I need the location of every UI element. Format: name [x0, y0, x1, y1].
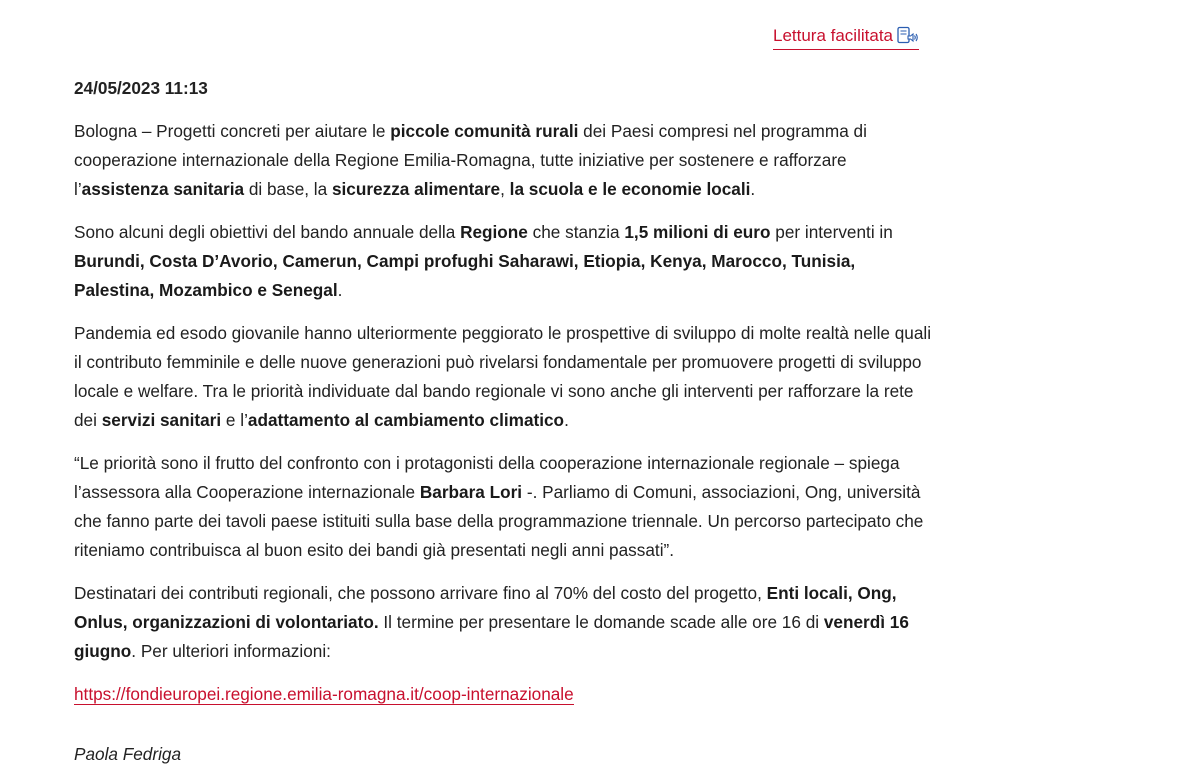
text: di base, la	[244, 179, 332, 199]
paragraph-objectives	[74, 218, 934, 305]
text: dei Paesi compresi nel programma di cooperazione internazionale della Regione Emilia-Romagna, tutte iniziative per sostenere e rafforzare l’	[74, 121, 867, 199]
text: per interventi in	[770, 222, 893, 242]
article-body	[74, 74, 934, 723]
bold-text: Regione	[460, 222, 528, 242]
text: . Per ulteriori informazioni:	[131, 641, 331, 661]
paragraph-recipients	[74, 579, 934, 666]
text: Destinatari dei contributi regionali, che possono arrivare fino al 70% del costo del progetto,	[74, 583, 767, 603]
easy-read-link[interactable]	[773, 24, 919, 50]
bold-text: Barbara Lori	[419, 482, 523, 502]
info-link[interactable]: https://fondieuropei.regione.emilia-romagna.it/coop-internazionale	[74, 684, 574, 704]
accessibility-audio-icon	[897, 26, 919, 46]
bold-text: Burundi, Costa D’Avorio, Camerun, Campi profughi Saharawi, Etiopia, Kenya, Marocco, Tunisia, Palestina, Mozambico e Senegal	[74, 251, 856, 300]
text: Il termine per presentare le domande scade alle ore 16 di	[378, 612, 824, 632]
bold-text: assistenza sanitaria	[81, 179, 245, 199]
paragraph-quote	[74, 449, 934, 565]
easy-read-label: Lettura facilitata	[772, 26, 893, 45]
paragraph-intro	[74, 117, 934, 204]
text: .	[337, 280, 343, 300]
article-datetime: 24/05/2023 11:13	[74, 78, 208, 98]
text: Sono alcuni degli obiettivi del bando annuale della	[74, 222, 461, 242]
bold-text: adattamento al cambiamento climatico	[247, 410, 565, 430]
bold-text: la scuola e le economie locali	[509, 179, 751, 199]
text: e l’	[221, 410, 248, 430]
bold-text: sicurezza alimentare	[331, 179, 501, 199]
text: .	[564, 410, 569, 430]
bold-text: Enti locali, Ong, Onlus, organizzazioni di volontariato.	[74, 583, 897, 632]
text: ,	[500, 179, 510, 199]
bold-text: piccole comunità rurali	[390, 121, 579, 141]
article-author: Paola Fedriga	[74, 744, 182, 764]
paragraph-link	[74, 680, 934, 709]
bold-text: venerdì 16 giugno	[74, 612, 909, 661]
text: .	[750, 179, 756, 199]
bold-text: servizi sanitari	[101, 410, 222, 430]
bold-text: 1,5 milioni di euro	[624, 222, 771, 242]
text: “Le priorità sono il frutto del confronto con i protagonisti della cooperazione internazionale regionale – spiega l’assessora alla Cooperazione internazionale	[74, 453, 900, 502]
text: che stanzia	[527, 222, 625, 242]
text: Bologna – Progetti concreti per aiutare le	[74, 121, 391, 141]
text: Pandemia ed esodo giovanile hanno ulteriormente peggiorato le prospettive di sviluppo di molte realtà nelle quali il contributo femminile e delle nuove generazioni può rivelarsi fondamentale per promuovere progetti di sviluppo locale e welfare. Tra le priorità individuate dal bando regionale vi sono anche gli interventi per rafforzare la rete dei	[74, 323, 932, 430]
paragraph-priorities	[74, 319, 934, 435]
text: -. Parliamo di Comuni, associazioni, Ong, università che fanno parte dei tavoli paese istituiti sulla base della programmazione triennale. Un percorso partecipato che riteniamo contribuisca al buon esito dei bandi già presentati negli anni passati”.	[74, 482, 924, 560]
